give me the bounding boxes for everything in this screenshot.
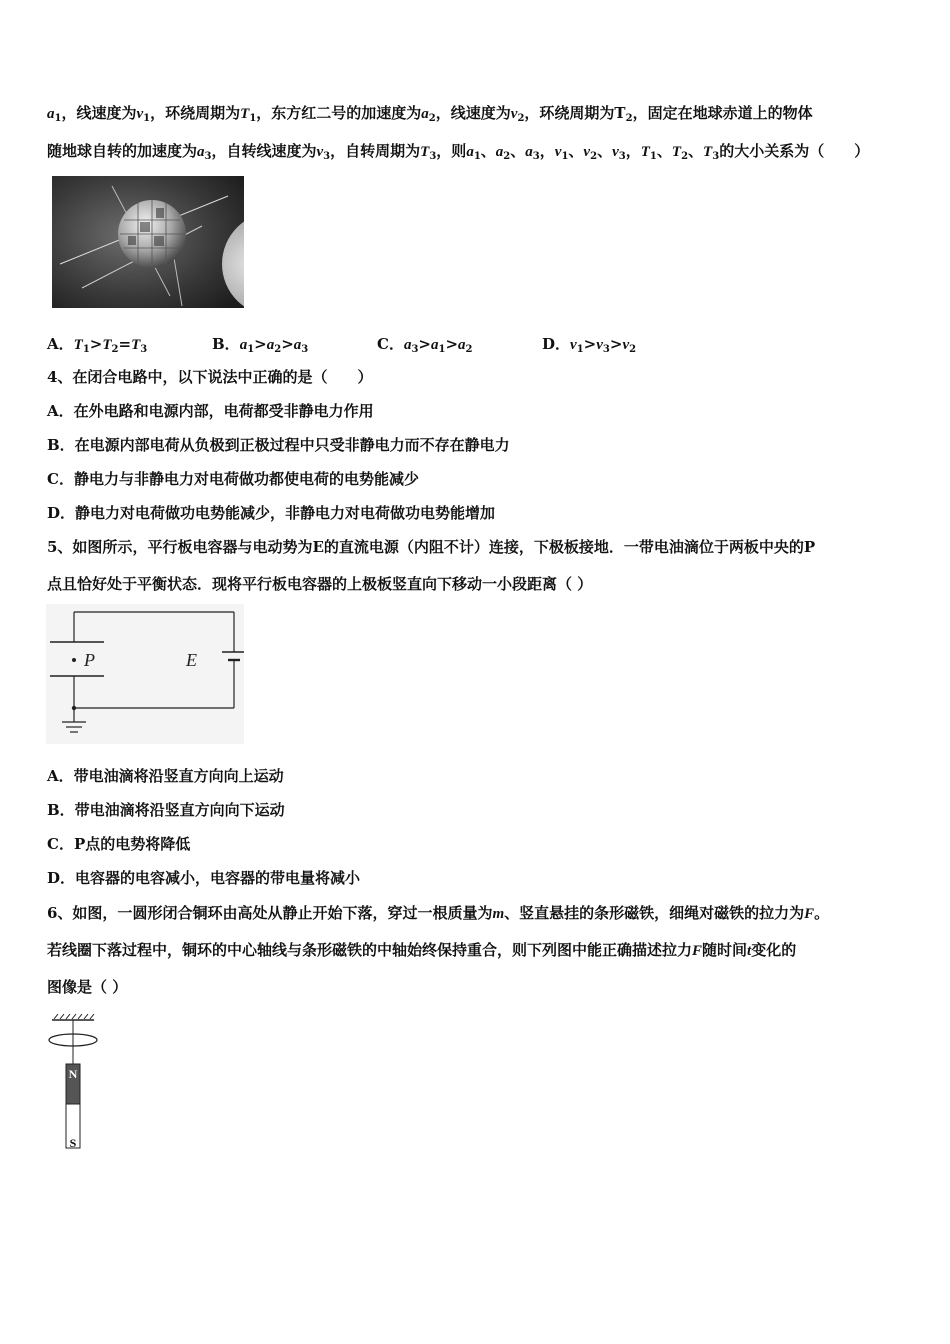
q4-stem: 4、在闭合电路中，以下说法中正确的是（ ） [47,368,373,386]
oil-drop-dot [72,658,76,662]
magnet-svg [44,1010,104,1152]
q3-stem-line-1: $a_1$，线速度为$v_1$，环绕周期为$T_1$，东方红二号的加速度为$a_2$，线速度为$v_2$，环绕周期为$T_2$，固定在地球赤道上的物体 [47,104,813,124]
q3-option-a[interactable]: A．$T_1>T_2=T_3$ [47,335,148,355]
q5-stem-line-1: 5、如图所示，平行板电容器与电动势为E的直流电源（内阻不计）连接，下极板接地．一带电油滴位于两板中央的P [47,538,816,556]
magnet-ring-diagram [44,1010,104,1152]
q3-options [47,333,907,353]
label-e: E [186,650,197,670]
q3-option-b[interactable]: B．$a_1>a_2>a_3$ [212,335,309,355]
q5-option-d[interactable]: D．电容器的电容减小，电容器的带电量将减小 [47,869,361,887]
q5-option-a[interactable]: A．带电油滴将沿竖直方向向上运动 [47,767,284,785]
circuit-svg [46,604,244,744]
q6-stem-line-3: 图像是（ ） [47,978,128,996]
q3-option-d[interactable]: D．$v_1>v_3>v_2$ [542,335,637,355]
q4-option-c[interactable]: C．静电力与非静电力对电荷做功都使电荷的电势能减少 [47,470,419,488]
q4-option-a[interactable]: A．在外电路和电源内部，电荷都受非静电力作用 [47,402,374,420]
q6-stem-line-1: 6、如图，一圆形闭合铜环由高处从静止开始下落，穿过一根质量为m、竖直悬挂的条形磁铁，细绳对磁铁的拉力为F。 [47,904,830,922]
q4-option-d[interactable]: D．静电力对电荷做功电势能减少，非静电力对电荷做功电势能增加 [47,504,496,522]
label-n: N [68,1067,78,1081]
q6-stem-line-2: 若线圈下落过程中，铜环的中心轴线与条形磁铁的中轴始终保持重合，则下列图中能正确描述拉力F随时间t变化的 [47,941,797,959]
q5-option-b[interactable]: B．带电油滴将沿竖直方向向下运动 [47,801,285,819]
satellite-illustration [52,176,244,308]
q3-option-c[interactable]: C．$a_3>a_1>a_2$ [377,335,473,355]
capacitor-circuit-diagram [46,604,244,744]
satellite-photo [52,176,244,308]
q5-option-c[interactable]: C．P点的电势将降低 [47,835,191,853]
q4-option-b[interactable]: B．在电源内部电荷从负极到正极过程中只受非静电力而不存在静电力 [47,436,510,454]
label-s: S [69,1136,77,1150]
label-p: P [84,650,95,670]
q5-stem-line-2: 点且恰好处于平衡状态．现将平行板电容器的上极板竖直向下移动一小段距离（ ） [47,575,593,593]
q3-stem-line-2: 随地球自转的加速度为$a_3$，自转线速度为$v_3$，自转周期为$T_3$，则$a_1$、$a_2$、$a_3$，$v_1$、$v_2$、$v_3$，$T_1$、$T_2$、$T_3$的大小关系为（ ） [47,142,870,162]
